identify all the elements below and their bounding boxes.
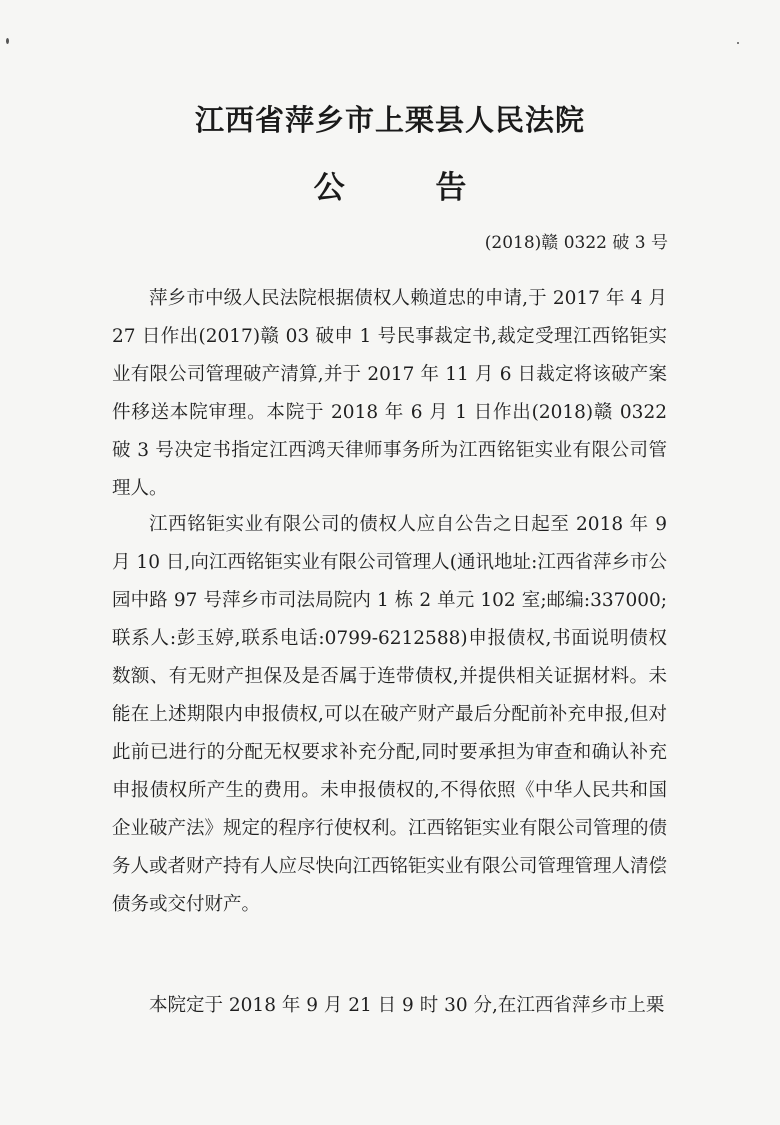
scan-speck <box>6 38 9 44</box>
paragraph-case-acceptance: 萍乡市中级人民法院根据债权人赖道忠的申请,于 2017 年 4 月 27 日作出(2017)赣 03 破申 1 号民事裁定书,裁定受理江西铭钜实业有限公司管理破产清算,并于 2017 年 11 月 6 日裁定将该破产案件移送本院审理。本院于 2018 年 6 月 1 日作出(2018)赣 0322 破 3 号决定书指定江西鸿天律师事务所为江西铭钜实业有限公司管理人。 <box>112 288 667 499</box>
court-name: 江西省萍乡市上栗县人民法院 <box>194 103 585 137</box>
scan-speck <box>737 42 739 44</box>
paragraph-creditor-claims: 江西铭钜实业有限公司的债权人应自公告之日起至 2018 年 9 月 10 日,向江西铭钜实业有限公司管理人(通讯地址:江西省萍乡市公园中路 97 号萍乡市司法局院内 1 栋 2 单元 102 室;邮编:337000;联系人:彭玉婷,联系电话:0799-6212588)申报债权,书面说明债权数额、有无财产担保及是否属于连带债权,并提供相关证据材料。未能在上述期限内申报债权,可以在破产财产最后分配前补充申报,但对此前已进行的分配无权要求补充分配,同时要承担为审查和确认补充申报债权所产生的费用。未申报债权的,不得依照《中华人民共和国企业破产法》规定的程序行使权利。江西铭钜实业有限公司管理的债务人或者财产持有人应尽快向江西铭钜实业有限公司管理管理人清偿债务或交付财产。 <box>112 514 668 915</box>
paragraph-creditors-meeting: 本院定于 2018 年 9 月 21 日 9 时 30 分,在江西省萍乡市上栗 <box>149 995 665 1016</box>
case-number: (2018)赣 0322 破 3 号 <box>484 233 668 253</box>
document-type-title: 公 告 <box>313 170 507 206</box>
